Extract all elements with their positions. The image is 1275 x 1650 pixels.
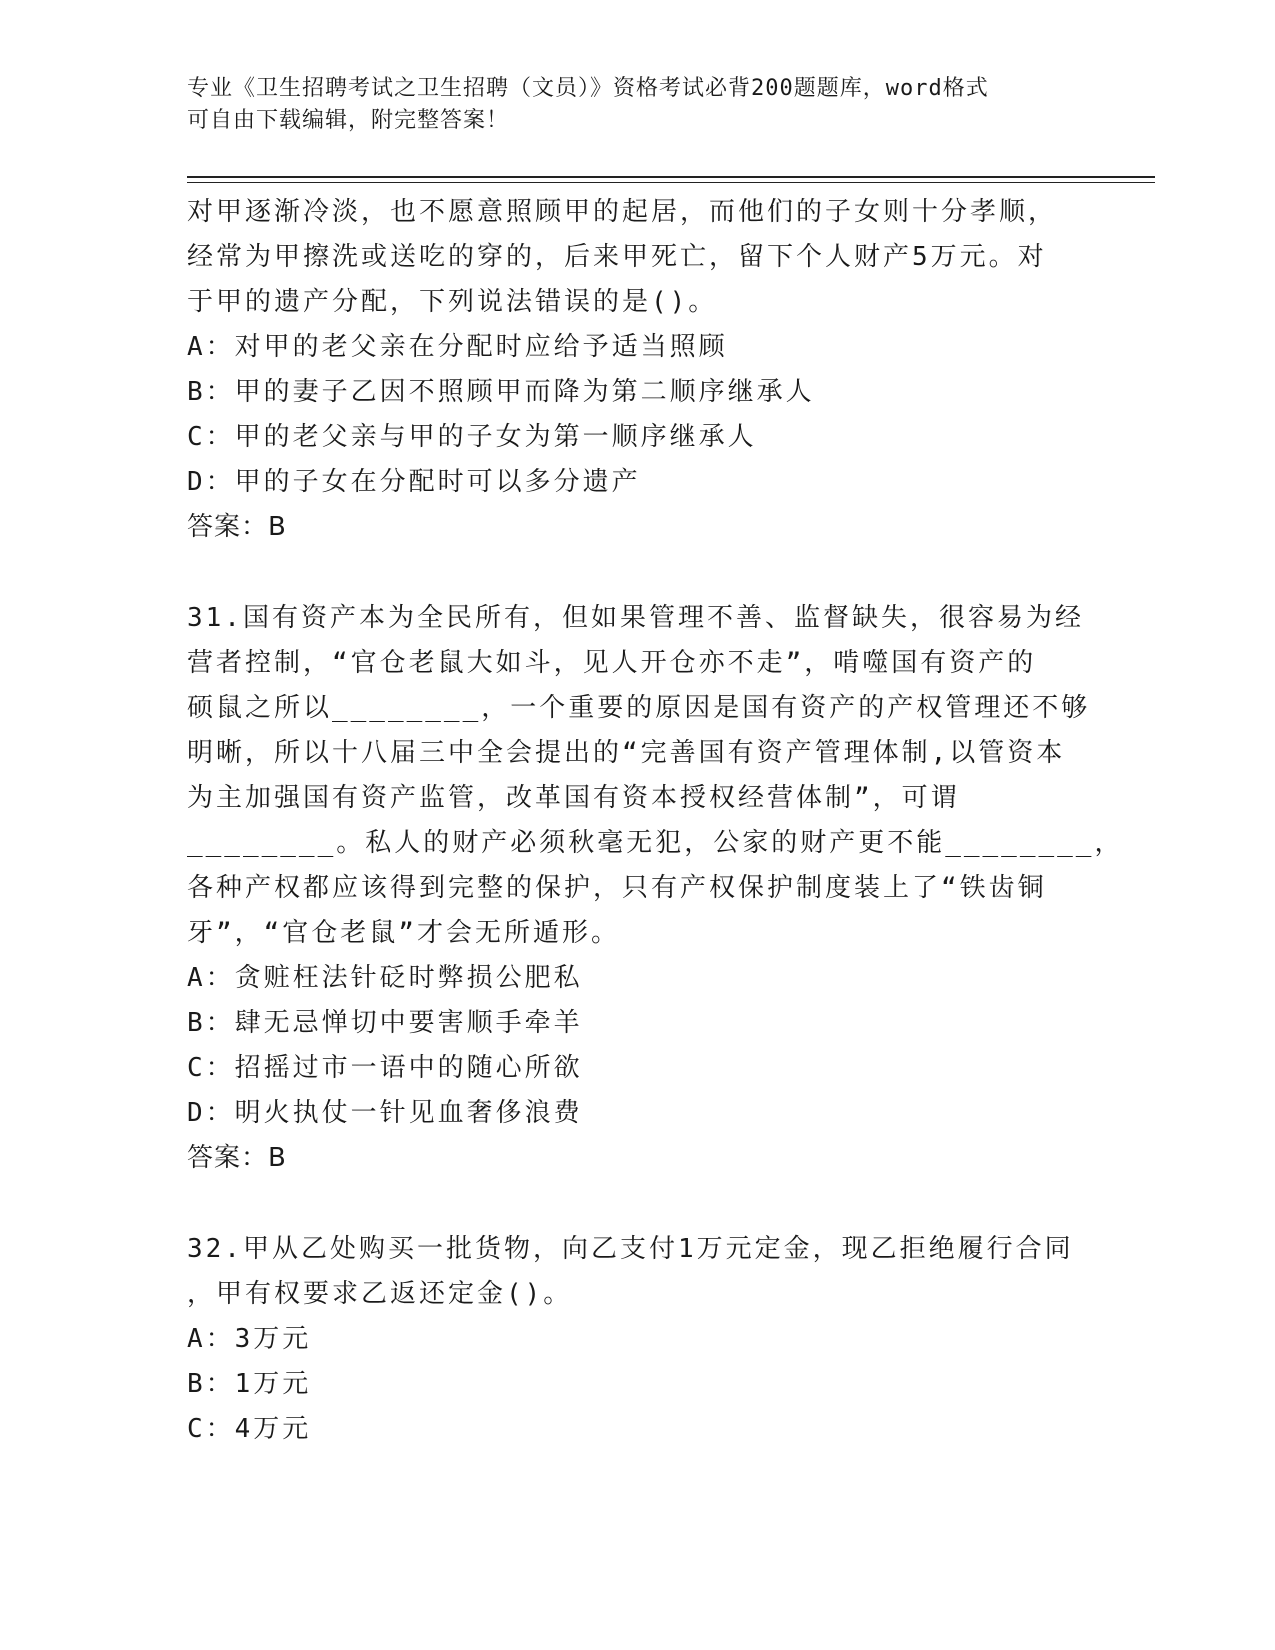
option-b: B：甲的妻子乙因不照顾甲而降为第二顺序继承人: [187, 377, 815, 407]
option-c: C：4万元: [187, 1414, 312, 1444]
option-a: A：贪赃枉法针砭时弊损公肥私: [187, 963, 583, 993]
header-line-1: 专业《卫生招聘考试之卫生招聘（文员）》资格考试必背200题题库，word格式: [187, 76, 989, 101]
question-stem-line: ________。私人的财产必须秋毫无犯，公家的财产更不能________，: [187, 828, 1124, 858]
header-divider-thick: [187, 176, 1155, 178]
question-stem-line: 各种产权都应该得到完整的保护，只有产权保护制度装上了“铁齿铜: [187, 873, 1047, 903]
question-stem-line: 硕鼠之所以________，一个重要的原因是国有资产的产权管理还不够: [187, 693, 1091, 723]
question-stem-line: 经常为甲擦洗或送吃的穿的，后来甲死亡，留下个人财产5万元。对: [187, 242, 1047, 272]
option-d: D：甲的子女在分配时可以多分遗产: [187, 467, 641, 497]
option-a: A：3万元: [187, 1324, 312, 1354]
question-spacer: [187, 550, 1087, 596]
question-31: [187, 596, 1124, 1181]
question-30: [187, 190, 1087, 550]
option-b: B：肆无忌惮切中要害顺手牵羊: [187, 1008, 583, 1038]
question-spacer: [187, 1181, 1087, 1227]
question-stem-line: ，甲有权要求乙返还定金()。: [187, 1279, 573, 1309]
question-stem-line: 牙”，“官仓老鼠”才会无所遁形。: [187, 918, 620, 948]
question-stem-line: 营者控制，“官仓老鼠大如斗，见人开仓亦不走”，啃噬国有资产的: [187, 648, 1037, 678]
question-stem-line: 32.甲从乙处购买一批货物，向乙支付1万元定金，现乙拒绝履行合同: [187, 1234, 1074, 1264]
question-stem-line: 为主加强国有资产监管，改革国有资本授权经营体制”，可谓: [187, 783, 960, 813]
option-c: C：甲的老父亲与甲的子女为第一顺序继承人: [187, 422, 757, 452]
question-stem-line: 31.国有资产本为全民所有，但如果管理不善、监督缺失，很容易为经: [187, 603, 1084, 633]
option-b: B：1万元: [187, 1369, 312, 1399]
question-32: [187, 1227, 1087, 1452]
option-a: A：对甲的老父亲在分配时应给予适当照顾: [187, 332, 728, 362]
answer-line: 答案：B: [187, 512, 287, 542]
document-body: [187, 190, 1124, 1452]
header-line-2: 可自由下载编辑，附完整答案！: [187, 108, 510, 133]
question-stem-line: 明晰，所以十八届三中全会提出的“完善国有资产管理体制,以管资本: [187, 738, 1066, 768]
answer-line: 答案：B: [187, 1143, 287, 1173]
header-divider-thin: [187, 182, 1155, 183]
option-c: C：招摇过市一语中的随心所欲: [187, 1053, 583, 1083]
option-d: D：明火执仗一针见血奢侈浪费: [187, 1098, 583, 1128]
question-stem-line: 对甲逐渐冷淡，也不愿意照顾甲的起居，而他们的子女则十分孝顺，: [187, 197, 1058, 227]
question-stem-line: 于甲的遗产分配，下列说法错误的是()。: [187, 287, 718, 317]
document-header: [187, 73, 1087, 137]
